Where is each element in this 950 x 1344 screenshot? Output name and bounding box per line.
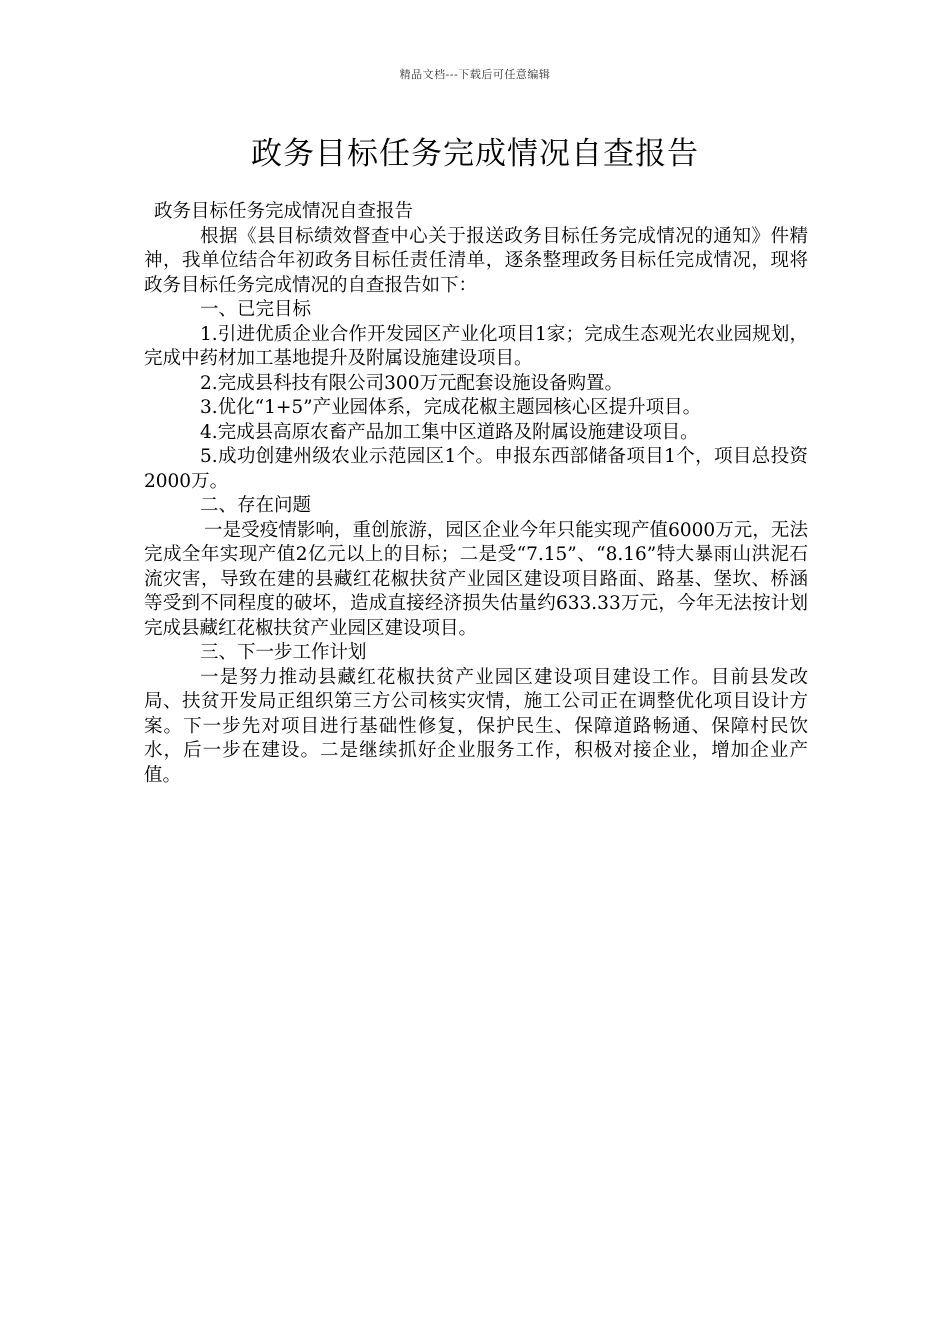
section-heading-next-steps: 三、下一步工作计划 [200,642,367,663]
completed-item-4: 4.完成县高原农畜产品加工集中区道路及附属设施建设项目。 [200,421,699,443]
page-header-note: 精品文档---下载后可任意编辑 [399,68,551,81]
document-body [144,200,808,788]
completed-item-3: 3.优化“1+5”产业园体系，完成花椒主题园核心区提升项目。 [200,397,702,418]
intro-paragraph: 根据《县目标绩效督查中心关于报送政务目标任务完成情况的通知》件精神，我单位结合年初政务目标任责任清单，逐条整理政务目标任完成情况，现将政务目标任务完成情况的自查报告如下： [144,225,808,296]
section-heading-completed: 一、已完目标 [200,299,312,320]
next-steps-paragraph: 一是努力推动县藏红花椒扶贫产业园区建设项目建设工作。目前县发改局、扶贫开发局正组织第三方公司核实灾情，施工公司正在调整优化项目设计方案。下一步先对项目进行基础性修复，保护民生、保障道路畅通、保障村民饮水，后一步在建设。二是继续抓好企业服务工作，积极对接企业，增加企业产值。 [144,666,808,786]
completed-item-1: 1.引进优质企业合作开发园区产业化项目1家；完成生态观光农业园规划，完成中药材加工基地提升及附属设施建设项目。 [144,323,808,369]
completed-item-2: 2.完成县科技有限公司300万元配套设施设备购置。 [200,372,623,394]
body-subtitle: 政务目标任务完成情况自查报告 [154,201,414,222]
section-heading-problems: 二、存在问题 [200,495,312,516]
completed-item-5: 5.成功创建州级农业示范园区1个。申报东西部储备项目1个，项目总投资2000万。 [144,446,808,492]
document-title: 政务目标任务完成情况自查报告 [251,136,699,172]
problems-paragraph: 一是受疫情影响，重创旅游，园区企业今年只能实现产值6000万元，无法完成全年实现产值2亿元以上的目标；二是受“7.15”、“8.16”特大暴雨山洪泥石流灾害，导致在建的县藏红花椒扶贫产业园区建设项目路面、路基、堡坎、桥涵等受到不同程度的破坏，造成直接经济损失估量约633.33万元，今年无法按计划完成县藏红花椒扶贫产业园区建设项目。 [144,519,808,639]
